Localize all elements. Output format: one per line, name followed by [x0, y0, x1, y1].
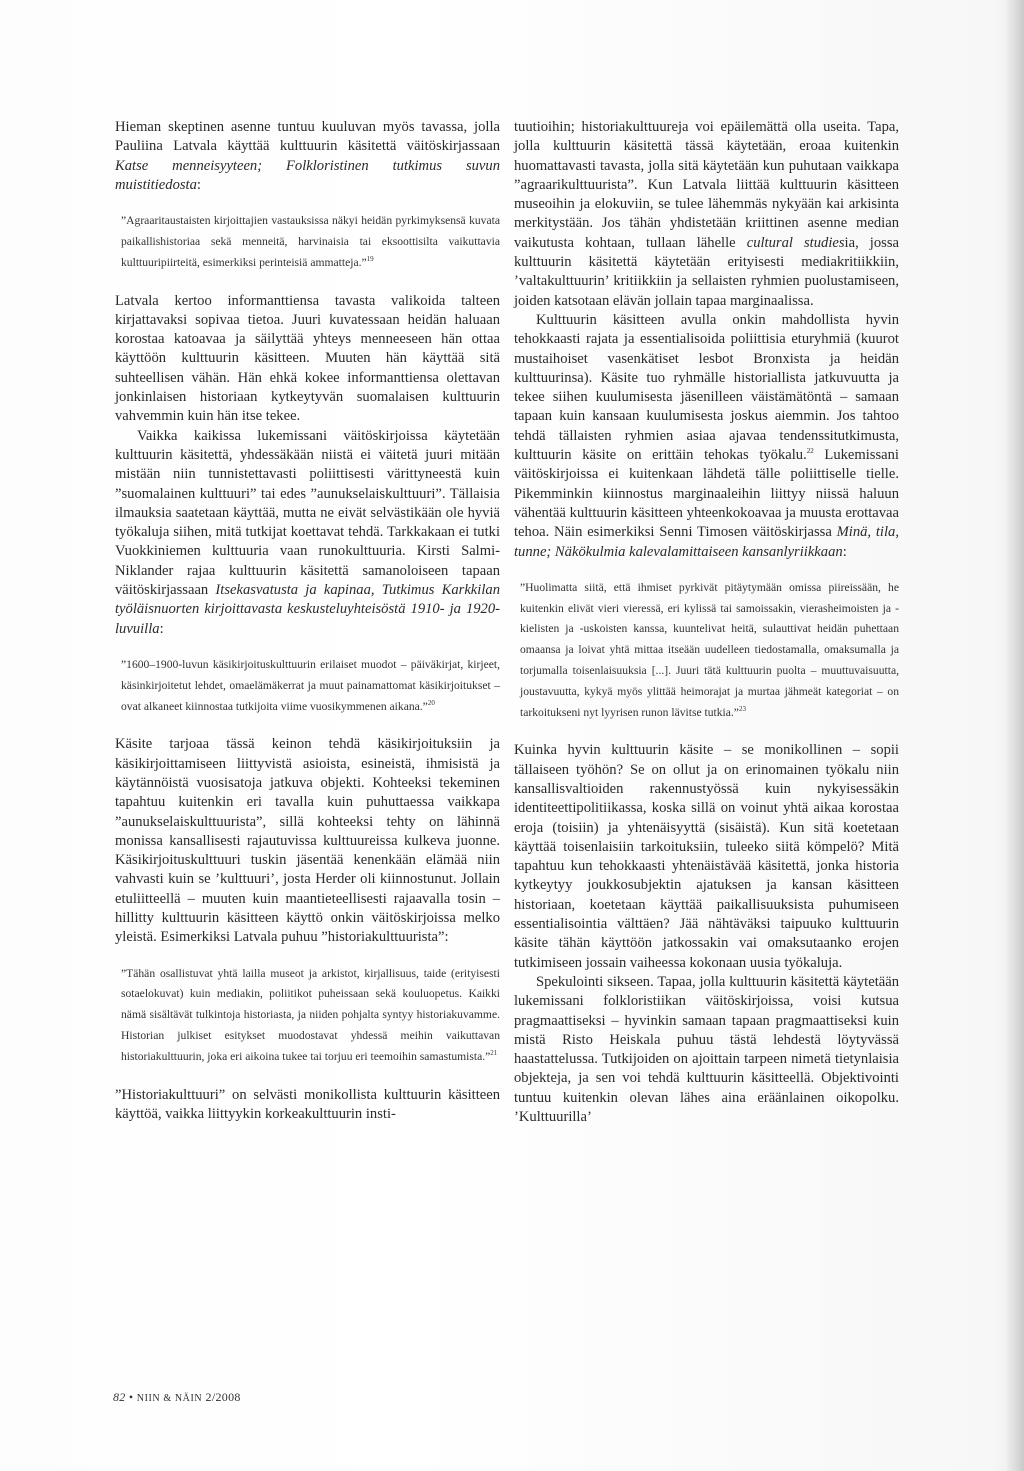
- footnote-ref: 20: [427, 698, 435, 707]
- book-title: Minä, tila, tunne; Näkökulmia kalevalamittaiseen kansanlyriikkaan: [514, 524, 899, 560]
- paragraph: tuutioihin; historiakulttuureja voi epäilemättä olla useita. Tapa, jolla kulttuurin käsitettä tässä käytetään, eroaa kuitenkin huomattavasti tavasta, jolla sitä käytetään kun puhutaan vaikkapa ”agraarikulttuurista”. Kun Latvala liittää kulttuurin käsitteen museoihin ja elokuviin, se tulee lähemmäs nykyään kai arkisinta merkitystään. Jos tähän yhdistetään kriittinen asenne median vaikutusta kohtaan, tullaan lähelle cultural studiesia, jossa kulttuurin käsitettä käytetään erityisesti mediakritiikkiin, ’valtakulttuurin’ kritiikkiin ja sellaisten ryhmien puolustamiseen, joiden katsotaan elävän jollain tapaa marginaalissa.: [514, 119, 899, 309]
- book-title: Itsekasvatusta ja kapinaa, Tutkimus Karkkilan työläisnuorten kirjoittavasta keskusteluyhteisöstä 1910- ja 1920-luvuilla: [115, 582, 500, 637]
- paragraph: Kulttuurin käsitteen avulla onkin mahdollista hyvin tehokkaasti rajata ja essentialisoida poliittisia eturyhmiä (kuurot mustaihoiset vasenkätiset lesbot Bronxista ja heidän kulttuurinsa). Käsite tuo ryhmälle historiallista jatkuvuutta ja tekee siihen kuulumisesta jäsenilleen väistämätöntä – samaan tapaan kuin kansaan kuulumisesta joskus aiemmin. Jos tahtoo tehdä tällaisten ryhmien asiaa ajavaa tendenssitutkimusta, kulttuurin käsite on erittäin tehokas työkalu.$^{22}$ Lukemissani väitöskirjoissa ei kuitenkaan lähdetä tälle poliittiselle tielle. Pikemminkin kiinnostus marginaaleihin liittyy niissä haluun vähentää kulttuurin käsitteen yhteenkokoavaa ja muusta erottavaa tehoa. Näin esimerkiksi Senni Timosen väitöskirjassa Minä, tila, tunne; Näkökulmia kalevalamittaiseen kansanlyriikkaan:: [514, 311, 899, 560]
- paragraph: Hieman skeptinen asenne tuntuu kuuluvan myös tavassa, jolla Pauliina Latvala käyttää kulttuurin käsitettä väitöskirjassaan Katse menneisyyteen; Folkloristinen tutkimus suvun muistitiedosta:: [115, 119, 500, 193]
- paragraph: Vaikka kaikissa lukemissani väitöskirjoissa käytetään kulttuurin käsitettä, yhdessäkään niistä ei väitetä juuri mitään mistään niin tunnistettavasti poliittisesti värittyneestä kuin ”suomalainen kulttuuri” tai edes ”aunukselaiskulttuuri”. Tällaisia ilmauksia saatetaan käyttää, mutta ne eivät selvästikään ole hyviä työkaluja siihen, mitä tutkijat koettavat tehdä. Tarkkakaan ei tutki Vuokkiniemen kulttuuria vaan runokulttuuria. Kirsti Salmi-Niklander rajaa kulttuurin käsitettä samanoloiseen tapaan väitöskirjassaan Itsekasvatusta ja kapinaa, Tutkimus Karkkilan työläisnuorten kirjoittavasta keskusteluyhteisöstä 1910- ja 1920-luvuilla:: [115, 427, 500, 637]
- page-footer: [113, 1390, 241, 1405]
- block-quote: ”Agraaritaustaisten kirjoittajien vastauksissa näkyi heidän pyrkimyksensä kuvata paikallishistoriaa sekä menneitä, harvinaisia tai eksoottisilta vaikuttavia kulttuuripiirteitä, esimerkiksi perinteisiä ammatteja.”$^{19}$: [121, 214, 500, 269]
- footnote-ref: 22: [806, 447, 814, 456]
- issue-number: 2/2008: [205, 1390, 241, 1404]
- magazine-name: NIIN & NÄIN: [136, 1393, 203, 1404]
- page-edge-shadow: [1006, 0, 1024, 1471]
- term: cultural studies: [746, 234, 845, 251]
- footnote-ref: 21: [490, 1048, 498, 1057]
- block-quote: ”Huolimatta siitä, että ihmiset pyrkivät pitäytymään omissa piireissään, he kuitenkin elivät vieri vieressä, eri kylissä tai samoissakin, vierasheimoisten ja -kielisten ja -uskoisten kanssa, kuuntelivat heitä, sulauttivat heidän puhettaan omaansa ja loivat yhtä mittaa itseään uudelleen tiedostamalla, omaksumalla ja torjumalla toisenlaisuuksia [...]. Juuri tätä kulttuurin puolta – muuttuvaisuutta, joustavuutta, kykyä myös ylittää heimorajat ja murtaa jähmeät kategoriat – on tarkoitukseni nyt lyyrisen runon lävitse tutkia.”$^{23}$: [520, 580, 899, 719]
- footnote-ref: 19: [366, 254, 374, 263]
- right-column: [514, 118, 899, 1127]
- bullet: •: [128, 1390, 134, 1404]
- paragraph: Kuinka hyvin kulttuurin käsite – se monikollinen – sopii tällaiseen työhön? Se on ollut ja on erinomainen työkalu niin kansallisvaltioiden rakennustyössä kuin nykyisessäkin identiteettipolitiikassa, koska sillä on voinut yhtä aikaa korostaa eroja (toisiin) ja yhtenäisyyttä (sisäistä). Kun sitä koetetaan käyttää toisenlaisiin tarkoituksiin, tuleeko siitä kömpelö? Mitä tapahtuu kun tehokkaasti yhtenäistävää käsitettä, jonka historia kytkeytyy joukkosubjektin ajatuksen ja kansan käsitteen historiaan, koetetaan käyttää paikallisuuksista puhumiseen essentialisointia välttäen? Jää nähtäväksi taipuuko kulttuurin käsite tähän käyttöön jatkossakin vai omaksutaanko erojen tutkimiseen jossain vaiheessa kokonaan uusia työkaluja.: [514, 742, 899, 971]
- left-column: [115, 118, 500, 1124]
- page-number: 82: [113, 1390, 126, 1404]
- paragraph: Spekulointi sikseen. Tapaa, jolla kulttuurin käsitettä käytetään lukemissani folkloristiikan väitöskirjoissa, voisi kutsua pragmaattiseksi – hyvinkin samaan tapaan pragmaattiseksi kuin mistä Risto Heiskala puhuu tästä lehdestä löytyvässä haastattelussa. Tutkijoiden on ajoittain tarpeen nimetä tietynlaisia objekteja, ja sen voi tehdä kulttuurin käsitteellä. Objektivointi tuntuu kuitenkin olevan lähes aina eräänlainen oikopolku. ’Kulttuurilla’: [514, 973, 899, 1126]
- paragraph: Käsite tarjoaa tässä keinon tehdä käsikirjoituksiin ja käsikirjoittamiseen liittyvistä asioista, esineistä, ihmisistä ja käytännöistä vuosisatoja jatkuva objekti. Kohteeksi tekeminen tapahtuu kuitenkin eri tavalla kuin puhuttaessa vaikkapa ”aunukselaiskulttuurista”, sillä kohteeksi tehty on lähinnä monissa kansallisesti rajautuvissa kulttuureissa kulkeva juonne. Käsikirjoituskulttuuri tuskin jäsentää kenenkään elämää niin vahvasti kuin se ’kulttuuri’, josta Herder oli kiinnostunut. Jollain etuliitteellä – muuten kuin maantieteellisesti rajaavalla tosin – hillitty kulttuurin käsitteen käyttö onkin väitöskirjoissa melko yleistä. Esimerkiksi Latvala puhuu ”historiakulttuurista”:: [115, 736, 500, 946]
- block-quote: ”Tähän osallistuvat yhtä lailla museot ja arkistot, kirjallisuus, taide (erityisesti sotaelokuvat) kuin mediakin, poliitikot puheissaan sekä kouluopetus. Kaikki nämä sisältävät tulkintoja historiasta, ja niiden pohjalta syntyy historiakuvamme. Historian julkiset esitykset muodostavat yhdessä meihin vaikuttavan historiakulttuurin, joka eri aikoina tukee tai torjuu eri teemoihin samastumista.”$^{21}$: [121, 966, 500, 1063]
- paragraph: ”Historiakulttuuri” on selvästi monikollista kulttuurin käsitteen käyttöä, vaikka liittyykin korkeakulttuurin insti-: [115, 1086, 500, 1122]
- paragraph: Latvala kertoo informanttiensa tavasta valikoida talteen kirjattavaksi sopivaa tietoa. Juuri kuvatessaan heidän haluaan korostaa katoavaa ja säilyttää yhteys menneeseen hän ottaa käyttöön kulttuurin käsitteen. Muuten hän käyttää sitä suhteellisen vähän. Hän ehkä kokee informanttiensa olettavan jonkinlaisen historiaan kytkeytyvän suomalaisen kulttuurin vahvemmin kuin hän itse tekee.: [115, 292, 500, 425]
- footnote-ref: 23: [738, 704, 746, 713]
- block-quote: ”1600–1900-luvun käsikirjoituskulttuurin erilaiset muodot – päiväkirjat, kirjeet, käsinkirjoitetut lehdet, omaelämäkerrat ja muut painamattomat käsikirjoitukset – ovat alkaneet kiinnostaa tutkijoita viime vuosikymmenen aikana.”$^{20}$: [121, 657, 500, 713]
- book-title: Katse menneisyyteen; Folkloristinen tutkimus suvun muistitiedosta: [115, 157, 500, 193]
